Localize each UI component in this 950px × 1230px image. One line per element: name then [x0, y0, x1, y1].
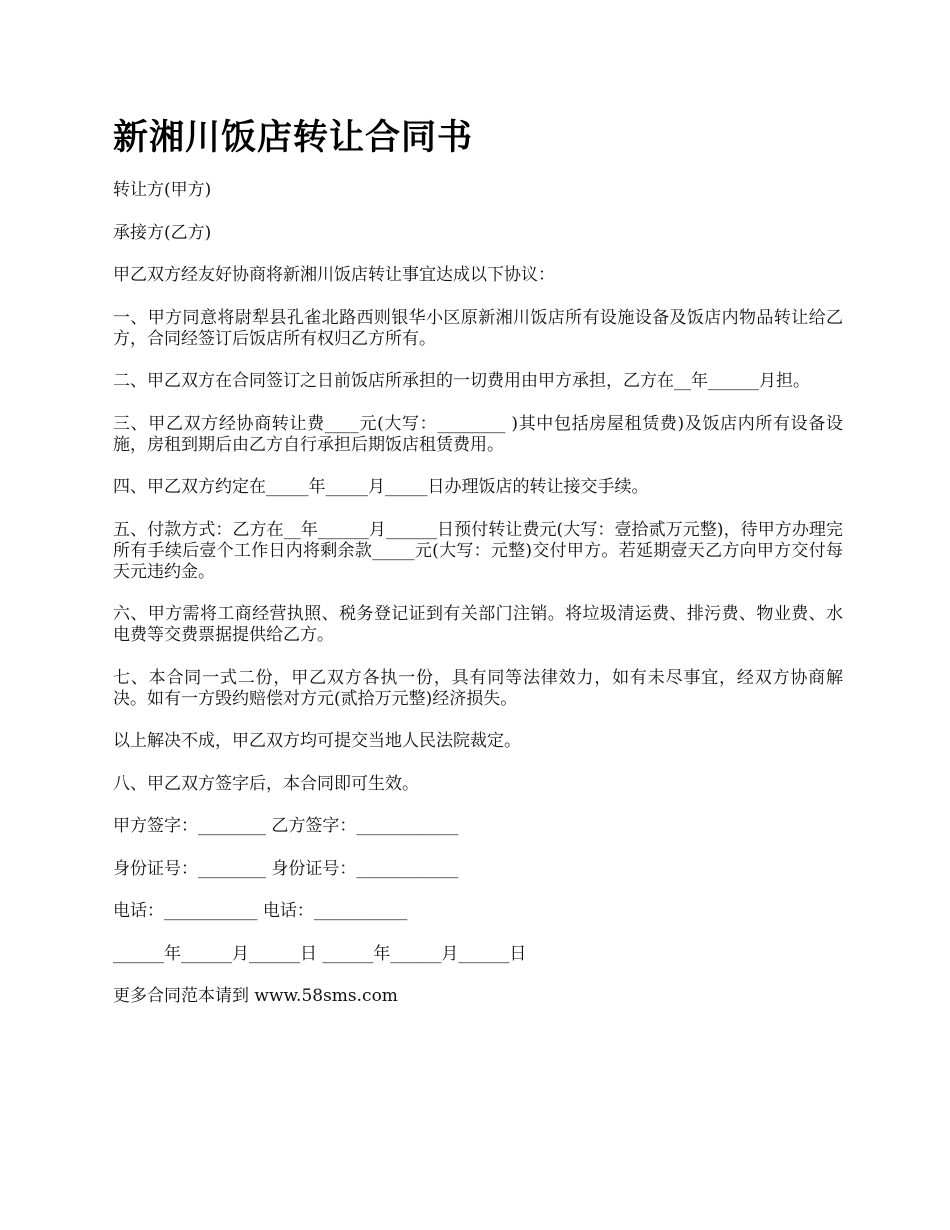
agreement-intro: 甲乙双方经友好协商将新湘川饭店转让事宜达成以下协议： [113, 265, 555, 285]
clause-4: 四、甲乙双方约定在_____年_____月_____日办理饭店的转让接交手续。 [113, 477, 649, 497]
party-b-line: 承接方(乙方) [113, 222, 212, 243]
clause-5: 五、付款方式：乙方在__年______月______日预付转让费元(大写：壹拾贰万元整)，待甲方办理完所有手续后壹个工作日内将剩余款_____元(大写：元整)交付甲方。若延期壹天乙方向甲方交付每天元违约金。 [113, 519, 843, 582]
contract-document [113, 116, 843, 1029]
id-number-line: 身份证号：________ 身份证号：____________ [113, 858, 459, 879]
document-title: 新湘川饭店转让合同书 [113, 117, 474, 158]
clause-1: 一、甲方同意将尉犁县孔雀北路西则银华小区原新湘川饭店所有设施设备及饭店内物品转让给乙方，合同经签订后饭店所有权归乙方所有。 [113, 307, 843, 349]
dispute-resolution: 以上解决不成，甲乙双方均可提交当地人民法院裁定。 [113, 731, 521, 751]
clause-8: 八、甲乙双方签字后，本合同即可生效。 [113, 773, 419, 794]
clause-2: 二、甲乙双方在合同签订之日前饭店所承担的一切费用由甲方承担，乙方在__年______月担。 [113, 371, 810, 391]
phone-line: 电话：___________ 电话：___________ [113, 901, 408, 921]
date-line: ______年______月______日 ______年______月______日 [113, 943, 527, 964]
party-a-line: 转让方(甲方) [113, 180, 212, 200]
clause-7: 七、本合同一式二份，甲乙双方各执一份，具有同等法律效力，如有未尽事宜，经双方协商解决。如有一方毁约赔偿对方元(贰拾万元整)经济损失。 [113, 667, 843, 709]
clause-6: 六、甲方需将工商经营执照、税务登记证到有关部门注销。将垃圾清运费、排污费、物业费、水电费等交费票据提供给乙方。 [113, 604, 843, 645]
clause-3: 三、甲乙双方经协商转让费____元(大写：________ )其中包括房屋租赁费)及饭店内所有设备设施，房租到期后由乙方自行承担后期饭店租赁费用。 [113, 413, 843, 455]
signature-line: 甲方签字：________ 乙方签字：____________ [113, 816, 459, 836]
footer-note: 更多合同范本请到 www.58sms.com [113, 986, 398, 1006]
